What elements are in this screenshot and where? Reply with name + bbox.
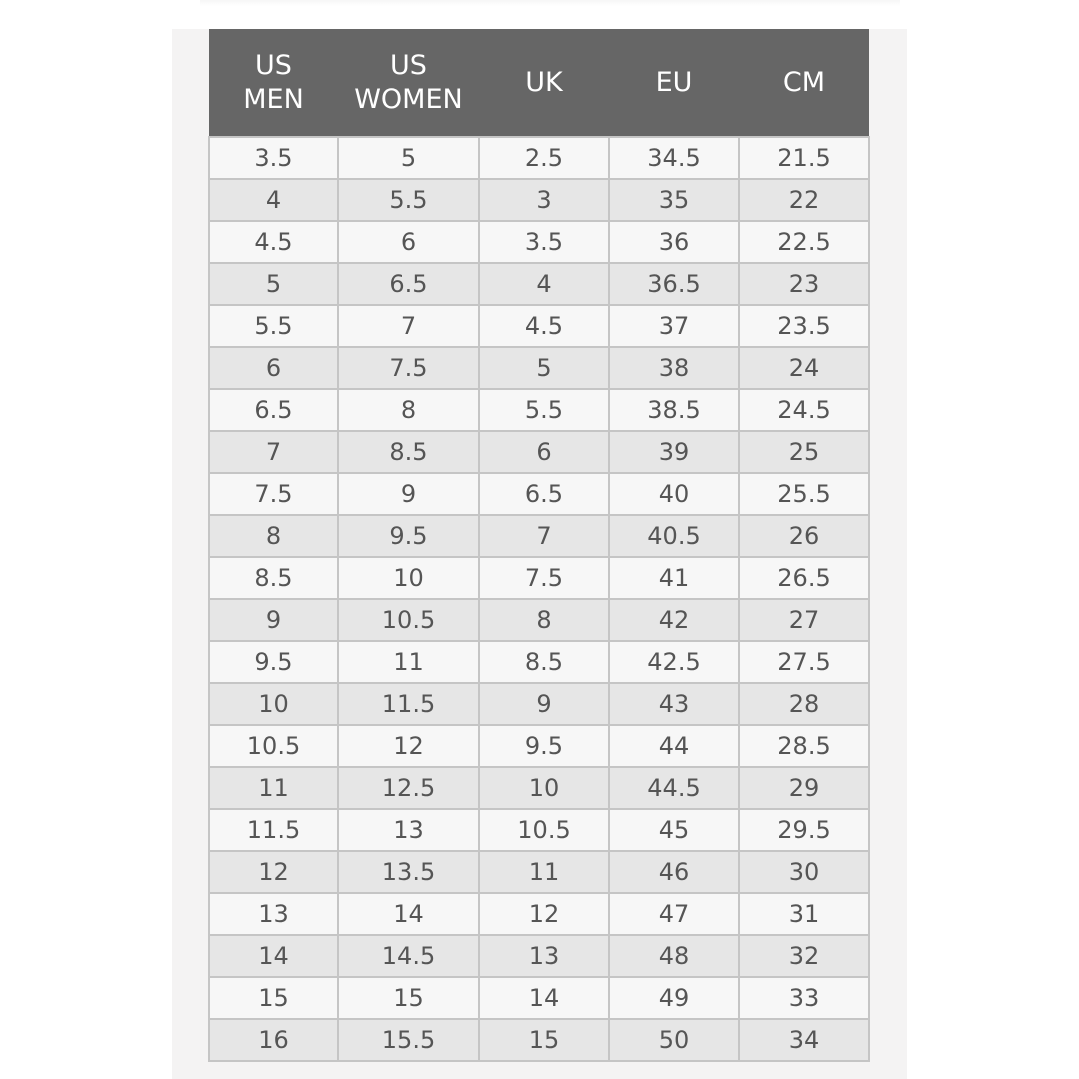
table-row — [209, 641, 869, 683]
table-row — [209, 473, 869, 515]
cell-cm: 27.5 — [739, 641, 869, 683]
table-row — [209, 263, 869, 305]
cell-eu: 41 — [609, 557, 739, 599]
cell-uk: 10.5 — [479, 809, 609, 851]
cell-uk: 9 — [479, 683, 609, 725]
cell-uk: 5.5 — [479, 389, 609, 431]
cell-cm: 23 — [739, 263, 869, 305]
header-us-men-line2: MEN — [243, 83, 304, 115]
table-header — [209, 29, 869, 137]
cell-us-men: 8 — [209, 515, 338, 557]
cell-eu: 42.5 — [609, 641, 739, 683]
table-row — [209, 977, 869, 1019]
cell-us-women: 14.5 — [338, 935, 479, 977]
cell-us-women: 13 — [338, 809, 479, 851]
cell-uk: 9.5 — [479, 725, 609, 767]
table-row — [209, 179, 869, 221]
cell-us-women: 15 — [338, 977, 479, 1019]
cell-us-women: 6.5 — [338, 263, 479, 305]
cell-cm: 24.5 — [739, 389, 869, 431]
cell-uk: 11 — [479, 851, 609, 893]
cell-uk: 6.5 — [479, 473, 609, 515]
cell-us-men: 5.5 — [209, 305, 338, 347]
cell-uk: 4.5 — [479, 305, 609, 347]
header-uk-label: UK — [525, 66, 563, 98]
table-row — [209, 893, 869, 935]
cell-us-men: 6.5 — [209, 389, 338, 431]
cell-us-men: 13 — [209, 893, 338, 935]
size-chart-table — [208, 29, 870, 1062]
table-row — [209, 851, 869, 893]
cell-eu: 40.5 — [609, 515, 739, 557]
table-row — [209, 431, 869, 473]
cell-uk: 12 — [479, 893, 609, 935]
cell-cm: 25.5 — [739, 473, 869, 515]
cell-eu: 43 — [609, 683, 739, 725]
cell-us-men: 3.5 — [209, 137, 338, 179]
cell-us-women: 8 — [338, 389, 479, 431]
cell-cm: 24 — [739, 347, 869, 389]
table-row — [209, 1019, 869, 1061]
cell-uk: 3.5 — [479, 221, 609, 263]
cell-us-men: 4.5 — [209, 221, 338, 263]
cell-us-women: 7.5 — [338, 347, 479, 389]
cell-cm: 26 — [739, 515, 869, 557]
cell-us-women: 14 — [338, 893, 479, 935]
cell-us-women: 9 — [338, 473, 479, 515]
cell-eu: 48 — [609, 935, 739, 977]
cell-cm: 32 — [739, 935, 869, 977]
header-row — [209, 29, 869, 137]
cell-us-women: 5.5 — [338, 179, 479, 221]
cell-us-men: 9.5 — [209, 641, 338, 683]
table-row — [209, 725, 869, 767]
cell-cm: 31 — [739, 893, 869, 935]
cell-cm: 23.5 — [739, 305, 869, 347]
cell-cm: 25 — [739, 431, 869, 473]
cell-us-women: 6 — [338, 221, 479, 263]
top-edge — [200, 0, 900, 6]
cell-cm: 22 — [739, 179, 869, 221]
cell-us-women: 10 — [338, 557, 479, 599]
cell-us-women: 5 — [338, 137, 479, 179]
cell-us-men: 8.5 — [209, 557, 338, 599]
cell-eu: 39 — [609, 431, 739, 473]
cell-cm: 29.5 — [739, 809, 869, 851]
cell-us-women: 15.5 — [338, 1019, 479, 1061]
cell-uk: 6 — [479, 431, 609, 473]
cell-uk: 3 — [479, 179, 609, 221]
cell-eu: 44.5 — [609, 767, 739, 809]
cell-uk: 2.5 — [479, 137, 609, 179]
cell-us-women: 8.5 — [338, 431, 479, 473]
cell-us-men: 9 — [209, 599, 338, 641]
table-body — [209, 137, 869, 1061]
cell-us-women: 7 — [338, 305, 479, 347]
cell-uk: 5 — [479, 347, 609, 389]
cell-us-men: 10 — [209, 683, 338, 725]
cell-eu: 38.5 — [609, 389, 739, 431]
cell-eu: 50 — [609, 1019, 739, 1061]
table-row — [209, 809, 869, 851]
header-us-women-line2: WOMEN — [354, 83, 463, 115]
cell-us-women: 12.5 — [338, 767, 479, 809]
header-us-women — [338, 29, 479, 137]
header-eu-label: EU — [655, 66, 693, 98]
cell-us-men: 7.5 — [209, 473, 338, 515]
cell-eu: 34.5 — [609, 137, 739, 179]
table-row — [209, 935, 869, 977]
table-row — [209, 305, 869, 347]
cell-us-women: 10.5 — [338, 599, 479, 641]
cell-uk: 8.5 — [479, 641, 609, 683]
cell-uk: 15 — [479, 1019, 609, 1061]
header-cm — [739, 29, 869, 137]
cell-eu: 42 — [609, 599, 739, 641]
cell-eu: 45 — [609, 809, 739, 851]
cell-us-women: 11.5 — [338, 683, 479, 725]
cell-us-men: 11 — [209, 767, 338, 809]
cell-cm: 27 — [739, 599, 869, 641]
cell-us-men: 16 — [209, 1019, 338, 1061]
cell-us-men: 11.5 — [209, 809, 338, 851]
cell-us-men: 15 — [209, 977, 338, 1019]
cell-us-women: 13.5 — [338, 851, 479, 893]
cell-cm: 28 — [739, 683, 869, 725]
cell-eu: 37 — [609, 305, 739, 347]
cell-uk: 10 — [479, 767, 609, 809]
cell-us-women: 9.5 — [338, 515, 479, 557]
header-cm-label: CM — [782, 66, 826, 98]
cell-cm: 28.5 — [739, 725, 869, 767]
cell-uk: 13 — [479, 935, 609, 977]
cell-uk: 4 — [479, 263, 609, 305]
cell-us-men: 14 — [209, 935, 338, 977]
header-uk — [479, 29, 609, 137]
cell-eu: 49 — [609, 977, 739, 1019]
cell-eu: 47 — [609, 893, 739, 935]
header-us-women-line1: US — [390, 49, 427, 81]
cell-cm: 26.5 — [739, 557, 869, 599]
table-row — [209, 599, 869, 641]
cell-cm: 21.5 — [739, 137, 869, 179]
cell-eu: 44 — [609, 725, 739, 767]
header-us-men — [209, 29, 338, 137]
cell-us-men: 7 — [209, 431, 338, 473]
table-row — [209, 515, 869, 557]
table-row — [209, 557, 869, 599]
cell-uk: 8 — [479, 599, 609, 641]
table-row — [209, 389, 869, 431]
cell-us-men: 5 — [209, 263, 338, 305]
cell-uk: 14 — [479, 977, 609, 1019]
table-row — [209, 767, 869, 809]
cell-us-women: 11 — [338, 641, 479, 683]
cell-us-men: 6 — [209, 347, 338, 389]
cell-us-men: 10.5 — [209, 725, 338, 767]
header-us-men-line1: US — [255, 49, 292, 81]
table-row — [209, 221, 869, 263]
header-eu — [609, 29, 739, 137]
cell-uk: 7.5 — [479, 557, 609, 599]
cell-cm: 22.5 — [739, 221, 869, 263]
cell-eu: 36.5 — [609, 263, 739, 305]
table-row — [209, 347, 869, 389]
cell-eu: 46 — [609, 851, 739, 893]
cell-cm: 33 — [739, 977, 869, 1019]
table-row — [209, 683, 869, 725]
cell-eu: 38 — [609, 347, 739, 389]
cell-us-women: 12 — [338, 725, 479, 767]
cell-uk: 7 — [479, 515, 609, 557]
cell-cm: 29 — [739, 767, 869, 809]
table-row — [209, 137, 869, 179]
cell-cm: 34 — [739, 1019, 869, 1061]
cell-us-men: 12 — [209, 851, 338, 893]
cell-us-men: 4 — [209, 179, 338, 221]
cell-eu: 36 — [609, 221, 739, 263]
cell-eu: 40 — [609, 473, 739, 515]
cell-cm: 30 — [739, 851, 869, 893]
cell-eu: 35 — [609, 179, 739, 221]
